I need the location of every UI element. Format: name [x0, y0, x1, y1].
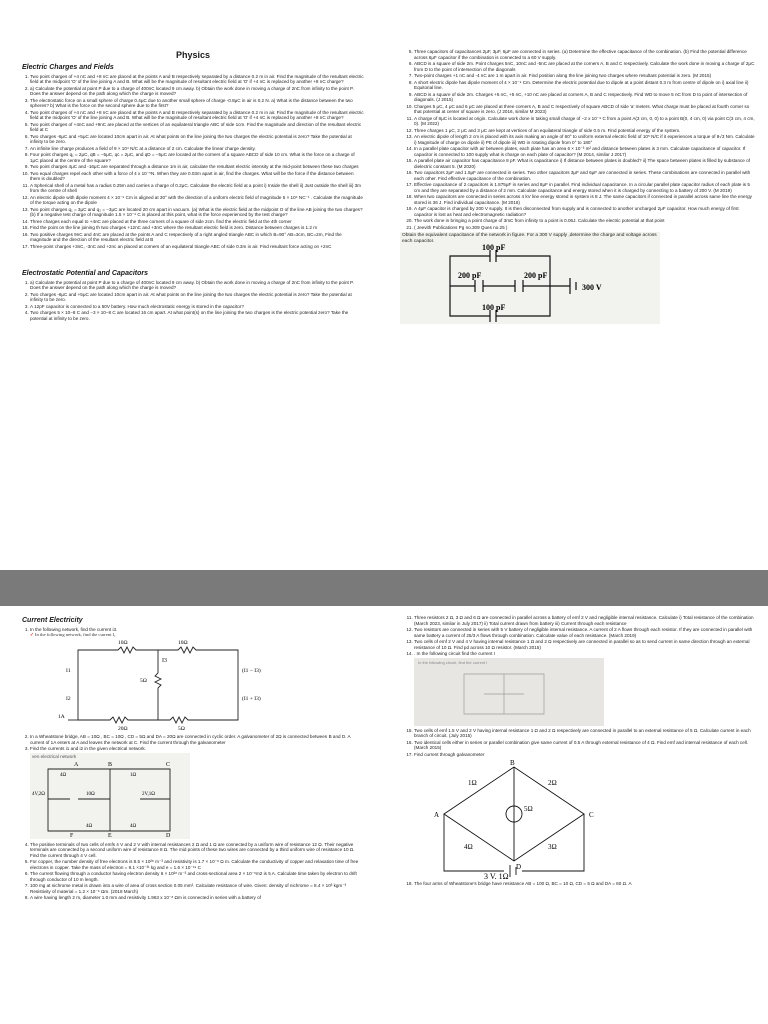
question-item: 15. Two cells of emf 1.5 V and 2 V having internal resistance 1 Ω and 2 Ω respectively are connected in parallel to an external resistance of 5 Ω. Calculate current in each branch of circuit. (July 2015) — [414, 728, 755, 739]
current-label: (I1 − I3) — [242, 668, 261, 674]
resistor-label: 3Ω — [548, 843, 557, 851]
capacitor-network-diagram — [400, 244, 660, 324]
cap-label-left: 200 pF — [458, 271, 482, 280]
node-label: E — [108, 832, 112, 839]
wheatstone-bridge-figure — [424, 759, 604, 879]
question-item: 6. ABCD is a square of side 2m. Point charges 5nC, 10nC and -5nC are placed at the corners A, B and C respectively. Calculate the work done in moving a charge of 2μC from D to the point of intersection of the diagonals — [414, 61, 755, 72]
left-column-2 — [16, 615, 364, 902]
question-item: 17. Three-point charges +3nC, -3nC and +2nc an placed at corners of an equilateral triangle ABC of side 0.3m in air. Find resultant force acting on +2nC — [30, 244, 364, 250]
resistor-label: 5Ω — [178, 726, 185, 732]
resistor-label: 4Ω — [130, 823, 137, 829]
question-item: 18. When two capacitors are connected in series across 4 kV line energy stored in system is 8 J. The same capacitors if connected in parallel across same line the energy stored is 36 J. Find individual capacitance. (M 2016) — [414, 194, 755, 205]
question-item: 3. A 12pF capacitor is connected to a 50V battery. How much electrostatic energy is stored in the capacitor? — [30, 304, 364, 310]
current-label: I3 — [162, 658, 167, 664]
question-item: 6. The current flowing through a conductor having electron density 6 × 10²⁸ m⁻³ and cross-sectional area 2 × 10⁻⁶m2 is 5 A. Calculate time taken by electron to drift through conductor of 10 m length. — [30, 871, 364, 882]
node-label: B — [108, 761, 113, 768]
circuit-photo-diagram — [414, 666, 604, 726]
electric-questions-list — [16, 74, 364, 250]
node-label: A — [434, 811, 440, 819]
question-item: 14. Three charges each equal to +4nC are placed at the three corners of a square of side 2cm. find the electric field at the 4th corner — [30, 219, 364, 225]
page-title: Physics — [176, 50, 211, 60]
question-item: 7. Two-point charges +1 nC and -4 nC are 1 m apart in air. Find position along the line joining two charges where resultant potential is zero. (M 2015) — [414, 73, 755, 79]
document-page-2 — [0, 606, 768, 1024]
wheatstone-bridge-diagram — [424, 759, 604, 879]
node-label: C — [589, 811, 594, 819]
resistor-label: 1Ω — [130, 772, 137, 778]
question-item: 13. An electric dipole of length 2 cm is placed with its axis making an angle of 60° to uniform external electric field of 10⁵ N/C if it experiences a torque of 8√3 Nm. Calculate i) Magnitude of charge on dipole ii) PE of dipole iii) WD in rotating dipole from 0° to 180° — [414, 134, 755, 145]
question-item: 2. a) Calculate the potential at point P due to a charge of 400nC located 9 cm away. b) Obtain the work done in moving a charge of 2nC from infinity to the point P. Does the answer depend on the path along which the charge is moved? — [30, 86, 364, 97]
circuit-photo-figure — [414, 658, 604, 726]
network-diagram-1 — [58, 638, 298, 733]
question-item: 18. The four arms of Wheatstone's bridge have resistance AB = 100 Ω, BC = 10 Ω, CD = 5 Ω and DA = 60 Ω. A — [414, 881, 755, 887]
figure-inner-caption: ✓ In the following network, find the current I₁ — [30, 632, 116, 637]
question-item: 12. An electric dipole with dipole moment 4 × 10⁻⁹ Cm is aligned at 30° with the direction of a uniform electric field of magnitude 5 × 10⁴ NC⁻¹ . Calculate the magnitude of the torque acting on the dipole — [30, 195, 364, 206]
right-column-2 — [400, 615, 755, 888]
question-item: 13. Two cells of emf 2 V and 4 V having internal resistance 1 Ω and 2 Ω respectively are connected in parallel so as to send current in same direction through an external resistance of 10 Ω. Find pd across 10 Ω resistor. (March 2015) — [414, 639, 755, 650]
question-item: 2. Two charges -6μC and +5μC are located 10cm apart in air. At what points on the line joining the two charges the electric potential is zero? Take the potential at infinity to be zero. — [30, 292, 364, 303]
question-item: 16. Two positive charges 9nC and 4nC are placed at the points A and C respectively of a right angled triangle ABC in which B=90° AB=3cm, BC=2m, Find the magnitude and the direction of the resultant electric field at B — [30, 232, 364, 243]
node-label: F — [70, 832, 74, 839]
current-label: (I1 + I3) — [242, 696, 261, 702]
resistor-label: 2Ω — [548, 779, 557, 787]
question-item: 20. The work done in bringing a point charge of 3mC from infinity to a point is 0.06J. Calculate the electric potential at that point — [414, 218, 755, 224]
resistor-label: 5Ω — [524, 805, 533, 813]
question-item: 14. In a parallel plate capacitor with air between plates, each plate has an area 6 × 10⁻³ m² and distance between plates is 3 mm. Calculate capacitance of capacitor. If capacitor is connected to 100 supply what is charge on each plate of capacitor? (M 2014, similar J 2017) — [414, 146, 755, 157]
check-mark-icon: ✓ — [30, 632, 34, 637]
question-item: 11. A charge of 8μC is located at origin. Calculate work done in taking small charge of −2 x 10⁻⁹ C from a point A(3 cm, 0, 0) to a point B(0, 4 cm, 0) via point C(3 cm, 4 cm, 0). (M 2022) — [414, 116, 755, 127]
node-label: D — [166, 832, 171, 839]
question-item: 3. Find the currents i1 and i2 in the given electrical network. — [30, 746, 364, 752]
current-questions-list-right-c — [400, 881, 755, 887]
figure-caption: In the following circuit, find the current I — [418, 659, 488, 665]
resistor-label: 5Ω — [140, 678, 147, 684]
right-column — [400, 49, 755, 324]
capacitor-questions-list — [400, 49, 755, 230]
resistor-label: 10Ω — [118, 640, 128, 646]
section-heading-potential: Electrostatic Potential and Capacitors — [22, 270, 149, 277]
question-item: 13. Two point charges q₁ = 3μC and q₂ = −3μC are located 20 cm apart in vacuum. (a) What is the electric field at the midpoint O of the line AB joining the two charges? (b) If a negative test charge of magnitude 1.5 × 10⁻⁹ C is placed at this point, what is the force experienced by the test charge? — [30, 207, 364, 218]
question-item: 5. For copper, the number density of free electrons is 8.5 × 10²⁸ m⁻³ and resistivity is 1.7 × 10⁻⁸ Ω m. Calculate the conductivity of copper and relaxation time of free electrons in copper. Take the mass of electron = 9.1 ×10⁻³¹ kg and e = 1.6 × 10⁻¹⁹ C — [30, 859, 364, 870]
question-item: 2. In a Wheatstone bridge, AB = 10Ω , BC = 10Ω , CD = 5Ω and DA = 20Ω are connected in cyclic order. A galvanometer of 2Ω is connected between B and D. A current of 1A enters at A and leaves the network at C. Find the current through the galvanometer — [30, 734, 364, 745]
question-item: 4. The positive terminals of two cells of emfs 4 V and 2 V with internal resistances 2 Ω and 1 Ω are connected by a uniform wire of resistance 12 Ω. Their negative terminals are connected by a second uniform wire of resistance 8 Ω. The mid points of these two wires are connected by a third uniform wire of resistance 10 Ω. Find the current through 4 V cell. — [30, 842, 364, 859]
question-item: 15. A parallel plate air capacitor has capacitance 8 pF. What is capacitance i) If distance between plates is doubled? ii) The space between plates is filled by substance of dielectric constant 5. (M 2020) — [414, 158, 755, 169]
cap-label-bottom: 100 pF — [482, 303, 506, 312]
question-item: 15. Find the point on the line joining th two charges +12nC and +3nC where the resultant electric field is zero. Distance between charges is 1.2 m — [30, 225, 364, 231]
question-item: 1. a) Calculate the potential at point P due to a charge of 400nC located 9 cm away. b) Obtain the work done in moving a charge of 2nC from infinity to the point P. Does the answer depend on the path along which the charge is moved? — [30, 280, 364, 291]
question-item: 10. Charges 5 μC, 4 μC and 6 μC are placed at three corners A, B and C respectively of square ABCD of side 'a' meters. What charge must be placed at fourth corner so that potential at center of square is zero. (J 2016, similar M 2023) — [414, 104, 755, 115]
question-item: 1. Two point charges of +4 nC and +8 nC are placed at the points A and B respectively separated by a distance 0.2 m in air. Find the magnitude of the resultant electric field at the midpoint 'O' of the line joining A and B. What will be the magnitude of resultant electric field at 'O' if +4 nC is replaced by another +8 nC charge? — [30, 74, 364, 85]
question-item: 5. Two point charges of +4nC and +9nC are placed at the vertices of an equilateral triangle ABC of side 1cm. Find the magnitude and direction of the resultant electric field at C — [30, 122, 364, 133]
question-item: 9. ABCD is a square of side 2m. Charges +5 nC, +5 nC, +10 nC are placed at corners A, B and C respectively. Find WD to move 5 nC from D to point of intersection of diagonals. (J 2015) — [414, 92, 755, 103]
question-item: 5. Three capacitors of capacitances 2μF, 3μF, 6μF are connected in series. (a) Determine the effective capacitance of the combination. (b) Find the potential difference across 6μF capacitor if the combination is connected to a 60 V supply. — [414, 49, 755, 60]
question-item: 7. An infinite line charge produces a field of 9 × 10⁴ N/C at a distance of 2 cm. Calculate the linear charge density. — [30, 146, 364, 152]
node-label: B — [510, 759, 515, 767]
current-questions-list-c — [16, 842, 364, 901]
cell-label: 3 V, 1Ω — [484, 872, 509, 879]
cap-label-top: 100 pF — [482, 244, 506, 252]
current-questions-list-right-b — [400, 728, 755, 758]
question-item: 12. Three charges 1 μC, 2 μC and 3 μC are kept at vertices of an equilateral triangle of side 0.5 m. Find potential energy of the system. — [414, 128, 755, 134]
left-column — [16, 62, 364, 322]
figure-caption: Obtain the equivalent capacitance of the network in figure. For a 300 V supply ,determine the charge and voltage across each capacitor. — [402, 233, 657, 244]
node-label: A — [74, 761, 79, 768]
figure-caption: ven electrical network — [32, 753, 77, 759]
question-item: 6. Two charges -6μC and +5μC are located 10cm apart in air. At what points on the line joining the two charges the electric potential is zero? Take the potential at infinity to be zero. — [30, 134, 364, 145]
question-item: 11. A Spherical shell of a metal has a radius 0.25m and carries a charge of 0.2μC. Calculate the electric field at a point i) Inside the shell ii) Just outside the shell iii) 3m from the centre of shell — [30, 183, 364, 194]
capacitor-network-figure — [400, 232, 660, 324]
question-item: 14. . In the following circuit find the current I — [414, 651, 755, 657]
question-item: 4. Two point charges of +4 nC and +8 nC are placed at the points A and B respectively separated by a distance 0.2 m in air. Find the magnitude of the resultant electric field at the midpoint 'O' of the line joining A and B. What will be the magnitude of resultant electric field at 'O' if +4 nC is replaced by another +8 nC charge? — [30, 110, 364, 121]
question-item: 1. In the following network, find the current i3. — [30, 627, 364, 633]
question-item: 8. Four point charges q₁ = 2μC, qB = −5μC, qc = 2μC, and qD = −5μC are located at the corners of a square ABCD of side 10 cm. What is the force on a charge of 1μC placed at the centre of the square? — [30, 152, 364, 163]
supply-label: 300 V — [582, 283, 602, 292]
resistor-label: 20Ω — [118, 726, 128, 732]
network-figure-2 — [30, 753, 190, 839]
current-questions-list-b — [16, 734, 364, 752]
question-item: 8. A short electric dipole has dipole moment of 4 × 10⁻⁹ Cm. Determine the electric potential due to dipole at a point distant 0.3 m from centre of dipole on i) axial line ii) Equitorial line. — [414, 80, 755, 91]
question-item: 11. Three resistors 2 Ω, 3 Ω and 6 Ω are connected in parallel across a battery of emf 2 V and negligible internal resistance. Calculate i) Total resistance of the combination (March 2023, similar in July 2017) ii) Total current drawn from battery iii) Current through each resistance — [414, 615, 755, 626]
question-item: 16. Two identical cells either in series or parallel combination give same current of 0.5 A through external resistance of 4 Ω. Find emf and internal resistance of each cell. (March 2015) — [414, 740, 755, 751]
resistor-label: 10Ω — [178, 640, 188, 646]
cell-label: 2V,1Ω — [142, 791, 155, 797]
current-label: I2 — [66, 696, 71, 702]
question-item: 17. Find current through galvanometer — [414, 752, 755, 758]
question-item: 16. Two capacitors 2μF and 1.5μF are connected in series. Two other capacitors 3μF and 6μF are connected in series. These combinations are connected in parallel with each other. Find effective capacitance of the combination. — [414, 170, 755, 181]
question-item: 21. ( Jeevith Publications Pg no.309 Ques no.25 ) — [414, 225, 755, 231]
cap-label-right: 200 pF — [524, 271, 548, 280]
current-label: I1 — [66, 668, 71, 674]
resistor-label: 10Ω — [86, 791, 95, 797]
node-label: D — [516, 863, 522, 871]
question-item: 19. A 4μF capacitor is charged by 200 V supply. It is then disconnected from supply and is connected to another uncharged 2μF capacitor. How much energy of first capacitor is lost as heat and electromagnetic radiation? — [414, 206, 755, 217]
section-heading-electric-charges: Electric Charges and Fields — [22, 64, 114, 71]
network-diagram-2 — [30, 759, 190, 839]
node-label: C — [166, 761, 171, 768]
potential-questions-list — [16, 280, 364, 322]
question-item: 10. Two equal charges repel each other with a force of 4 x 10⁻⁵N. When they are 0.03m apart in air, find the charges. What will be the force if the distance between them is doubled? — [30, 171, 364, 182]
resistor-label: 1Ω — [468, 779, 477, 787]
question-item: 9. Two point charges 4μC and -16μC are separated through a distance 1m in air, calculate the resultant electric intensity at the mid-point between these two charges — [30, 164, 364, 170]
resistor-label: 4Ω — [60, 772, 67, 778]
current-label: 1A — [58, 714, 65, 720]
resistor-label: 4Ω — [86, 823, 93, 829]
question-item: 4. Two charges 5 × 10−8 C and −3 × 10−8 C are located 16 cm apart. At what point(s) on the line joining the two charges is the electric potential zero? Take the potential at infinity to be zero. — [30, 310, 364, 321]
question-item: 12. Two resistors are connected in series with 5 V battery of negligible internal resistance. A current of 2 A flows through each resistor. If they are connected in parallel with same battery a current of 25/3 A flows through combination. Calculate value of each resistance. (March 2019) — [414, 627, 755, 638]
current-questions-list-right-a — [400, 615, 755, 657]
resistor-label: 4Ω — [464, 843, 473, 851]
cell-label: 4V,2Ω — [32, 791, 45, 797]
network-figure-1 — [30, 632, 364, 732]
question-item: 8. A wire having length 2 m, diameter 1.0 mm and resistivity 1.963 x 10⁻⁸ Ωm is connected in series with a battery of — [30, 895, 364, 901]
question-item: 3. The electrostatic force on a small sphere of charge 0.4μC due to another small sphere of charge -0.8μC in air is 0.2 N. a) What is the distance between the two spheres? b) What is the force on the second sphere due to the first? — [30, 98, 364, 109]
question-item: 7. 100 mg at nichrome metal is drawn into a wire of area of cross section 0.05 mm². Calculate resistance of wire. Given: density of nichrome = 8.4 × 10³ kgm⁻³ Resistivity of material = 1.2 × 10⁻⁶ Ωm. (2018 March) — [30, 883, 364, 894]
question-item: 17. Effective capacitance of 2 capacitors is 1.875μF in series and 8μF in parallel. Find individual capacitance. In a circular parallel plate capacitor radius of each plate is 5 cm and they are separated by a distance of 2 mm. Calculate capacitance and energy stored when it is charged by connecting to a battery of 200 V. (M 2019) — [414, 182, 755, 193]
section-heading-current-electricity: Current Electricity — [22, 617, 83, 624]
